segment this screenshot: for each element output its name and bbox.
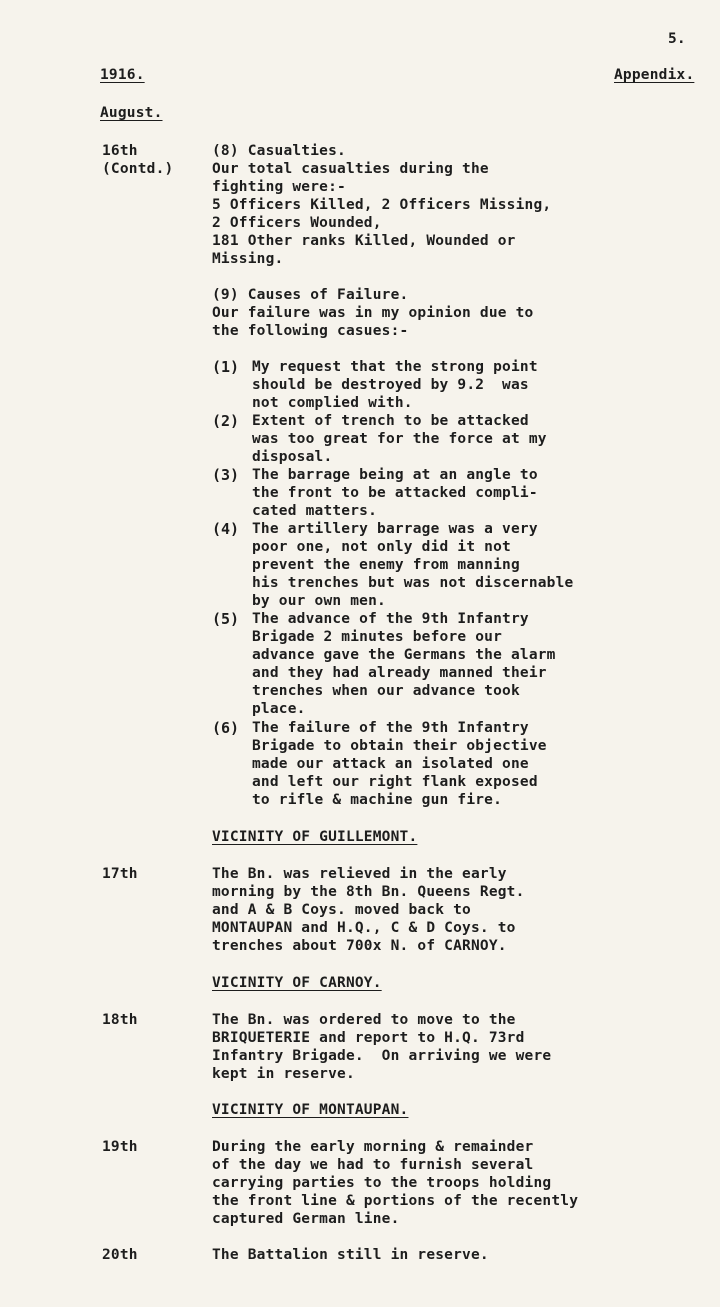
cause-number: (6)	[212, 719, 240, 737]
date-20th: 20th	[102, 1247, 138, 1263]
cause-text: My request that the strong point should be destroyed by 9.2 was not complied with.	[252, 359, 538, 411]
page-number: 5.	[668, 31, 686, 47]
cause-number: (5)	[212, 610, 240, 628]
entry-18th-text: The Bn. was ordered to move to the BRIQUETERIE and report to H.Q. 73rd Infantry Brigade. On arriving we were kept in reserve.	[212, 1012, 552, 1082]
cause-number: (2)	[212, 412, 240, 430]
cause-number: (4)	[212, 520, 240, 538]
cause-text: The failure of the 9th Infantry Brigade to obtain their objective made our attack an isolated one and left our right flank exposed to rifle & machine gun fire.	[252, 720, 547, 808]
location-carnoy: VICINITY OF CARNOY.	[212, 975, 382, 991]
date-19th: 19th	[102, 1139, 138, 1155]
month-heading: August.	[100, 105, 163, 121]
cause-number: (1)	[212, 358, 240, 376]
year-heading: 1916.	[100, 67, 145, 83]
cause-text: The advance of the 9th Infantry Brigade 2 minutes before our advance gave the Germans the alarm and they had already manned their trenches when our advance took place.	[252, 611, 556, 717]
entry-20th-text: The Battalion still in reserve.	[212, 1247, 489, 1263]
cause-number: (3)	[212, 466, 240, 484]
date-17th: 17th	[102, 866, 138, 882]
entry-19th-text: During the early morning & remainder of the day we had to furnish several carrying parties to the troops holding the front line & portions of the recently captured German line.	[212, 1139, 579, 1227]
date-18th: 18th	[102, 1012, 138, 1028]
section-8-text: Our total casualties during the fighting were:- 5 Officers Killed, 2 Officers Missing, 2 Officers Wounded, 181 Other ranks Killed, Wounded or Missing.	[212, 161, 552, 267]
location-guillemont: VICINITY OF GUILLEMONT.	[212, 829, 418, 845]
section-9-heading: (9) Causes of Failure.	[212, 287, 409, 303]
date-16th: 16th	[102, 143, 138, 159]
location-montaupan: VICINITY OF MONTAUPAN.	[212, 1102, 409, 1118]
cause-text: Extent of trench to be attacked was too great for the force at my disposal.	[252, 413, 547, 465]
date-contd: (Contd.)	[102, 161, 174, 177]
section-9-text: Our failure was in my opinion due to the following casues:-	[212, 305, 534, 339]
cause-text: The artillery barrage was a very poor one, not only did it not prevent the enemy from manning his trenches but was not discernable by our own men.	[252, 521, 574, 609]
section-8-heading: (8) Casualties.	[212, 143, 346, 159]
entry-17th-text: The Bn. was relieved in the early morning by the 8th Bn. Queens Regt. and A & B Coys. moved back to MONTAUPAN and H.Q., C & D Coys. to trenches about 700x N. of CARNOY.	[212, 866, 525, 954]
appendix-label: Appendix.	[614, 67, 695, 83]
cause-text: The barrage being at an angle to the front to be attacked compli- cated matters.	[252, 467, 538, 519]
